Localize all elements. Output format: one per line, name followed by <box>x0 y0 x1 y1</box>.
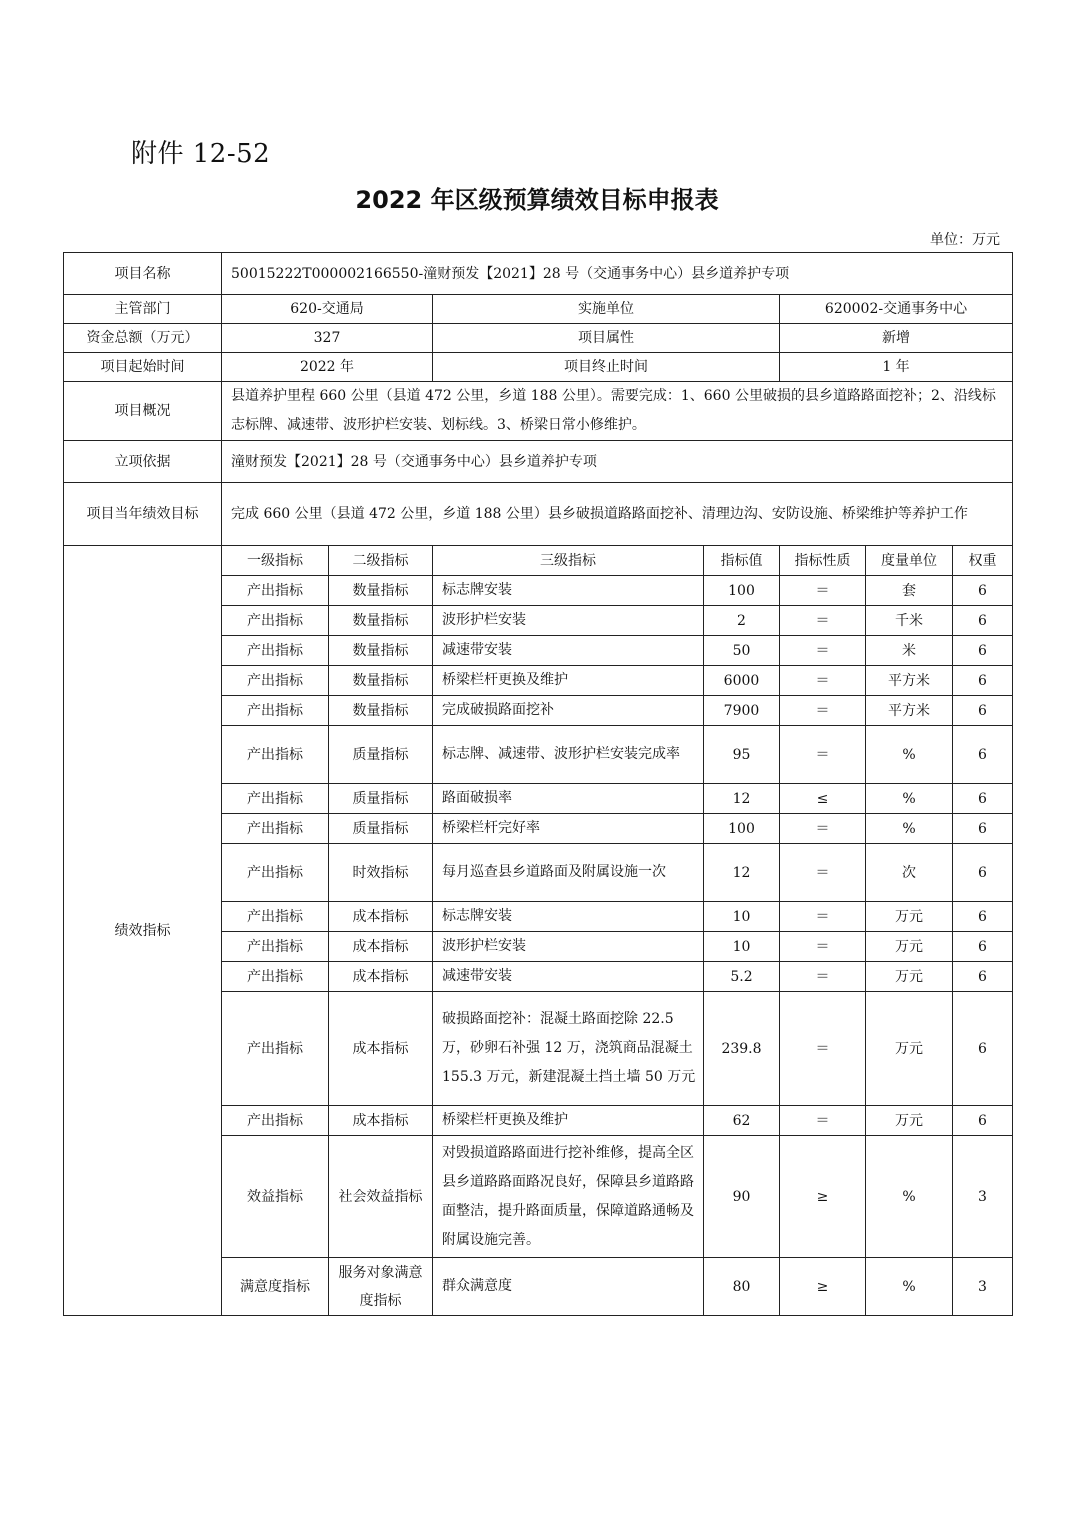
indicator-l2: 数量指标 <box>329 666 433 696</box>
indicator-value: 6000 <box>704 666 780 696</box>
indicator-weight: 6 <box>953 666 1013 696</box>
indicator-l1: 产出指标 <box>222 606 329 636</box>
indicator-l3: 标志牌安装 <box>433 576 704 606</box>
overview-label: 项目概况 <box>64 382 222 441</box>
unit-label: 单位：万元 <box>930 232 1000 248</box>
indicator-value: 12 <box>704 784 780 814</box>
indicator-l3: 路面破损率 <box>433 784 704 814</box>
indicator-nature: ≥ <box>780 1258 866 1316</box>
indicator-weight: 6 <box>953 962 1013 992</box>
indicator-l3: 完成破损路面挖补 <box>433 696 704 726</box>
indicator-unit: 平方米 <box>866 666 953 696</box>
header-weight: 权重 <box>953 546 1013 576</box>
indicator-nature: ＝ <box>780 844 866 902</box>
start-label: 项目起始时间 <box>64 353 222 382</box>
indicator-value: 239.8 <box>704 992 780 1106</box>
indicator-value: 90 <box>704 1136 780 1258</box>
basis-label: 立项依据 <box>64 441 222 483</box>
indicator-value: 10 <box>704 932 780 962</box>
end-value: 1 年 <box>780 353 1013 382</box>
indicator-weight: 6 <box>953 696 1013 726</box>
indicator-l3: 对毁损道路路面进行挖补维修，提高全区县乡道路路面路况良好，保障县乡道路路面整洁，提升路面质量，保障道路通畅及附属设施完善。 <box>433 1136 704 1258</box>
indicator-l1: 产出指标 <box>222 636 329 666</box>
indicator-unit: % <box>866 814 953 844</box>
indicator-nature: ＝ <box>780 636 866 666</box>
header-l3: 三级指标 <box>433 546 704 576</box>
indicator-value: 12 <box>704 844 780 902</box>
indicator-value: 100 <box>704 814 780 844</box>
project-name-value: 50015222T000002166550-潼财预发【2021】28 号（交通事务中心）县乡道养护专项 <box>222 253 1013 295</box>
goal-label: 项目当年绩效目标 <box>64 483 222 546</box>
indicator-l2: 社会效益指标 <box>329 1136 433 1258</box>
indicator-nature: ＝ <box>780 726 866 784</box>
indicator-value: 95 <box>704 726 780 784</box>
indicator-l2: 质量指标 <box>329 814 433 844</box>
indicator-value: 80 <box>704 1258 780 1316</box>
indicator-l2: 服务对象满意度指标 <box>329 1258 433 1316</box>
indicator-unit: 米 <box>866 636 953 666</box>
indicator-l1: 产出指标 <box>222 902 329 932</box>
indicator-unit: 万元 <box>866 992 953 1106</box>
indicator-l3: 破损路面挖补：混凝土路面挖除 22.5 万，砂卵石补强 12 万，浇筑商品混凝土 155.3 万元，新建混凝土挡土墙 50 万元 <box>433 992 704 1106</box>
indicator-l1: 产出指标 <box>222 962 329 992</box>
indicator-weight: 6 <box>953 784 1013 814</box>
indicator-weight: 6 <box>953 636 1013 666</box>
indicator-l2: 数量指标 <box>329 576 433 606</box>
indicator-l2: 时效指标 <box>329 844 433 902</box>
header-l2: 二级指标 <box>329 546 433 576</box>
indicator-l2: 成本指标 <box>329 932 433 962</box>
indicator-nature: ＝ <box>780 962 866 992</box>
indicator-nature: ＝ <box>780 696 866 726</box>
header-unit: 度量单位 <box>866 546 953 576</box>
indicator-l3: 波形护栏安装 <box>433 606 704 636</box>
indicator-l1: 产出指标 <box>222 666 329 696</box>
header-nature: 指标性质 <box>780 546 866 576</box>
indicator-unit: 万元 <box>866 902 953 932</box>
indicator-nature: ＝ <box>780 1106 866 1136</box>
indicator-l1: 产出指标 <box>222 784 329 814</box>
attr-value: 新增 <box>780 324 1013 353</box>
indicator-l1: 产出指标 <box>222 992 329 1106</box>
indicator-l1: 产出指标 <box>222 726 329 784</box>
indicator-l3: 桥梁栏杆完好率 <box>433 814 704 844</box>
indicator-weight: 3 <box>953 1136 1013 1258</box>
start-value: 2022 年 <box>222 353 433 382</box>
indicator-unit: 平方米 <box>866 696 953 726</box>
attr-label: 项目属性 <box>433 324 780 353</box>
indicator-l2: 成本指标 <box>329 902 433 932</box>
indicator-nature: ≥ <box>780 1136 866 1258</box>
indicator-l3: 群众满意度 <box>433 1258 704 1316</box>
indicator-l2: 成本指标 <box>329 992 433 1106</box>
funds-value: 327 <box>222 324 433 353</box>
indicator-l1: 产出指标 <box>222 1106 329 1136</box>
indicator-l3: 标志牌安装 <box>433 902 704 932</box>
indicator-l1: 产出指标 <box>222 814 329 844</box>
indicator-value: 2 <box>704 606 780 636</box>
indicator-unit: 万元 <box>866 932 953 962</box>
indicator-nature: ＝ <box>780 576 866 606</box>
indicator-l2: 数量指标 <box>329 696 433 726</box>
indicator-l3: 波形护栏安装 <box>433 932 704 962</box>
indicator-l2: 质量指标 <box>329 784 433 814</box>
indicator-unit: % <box>866 784 953 814</box>
indicator-l1: 产出指标 <box>222 844 329 902</box>
indicator-l1: 产出指标 <box>222 932 329 962</box>
indicator-l2: 成本指标 <box>329 962 433 992</box>
indicator-l1: 产出指标 <box>222 576 329 606</box>
impl-unit-label: 实施单位 <box>433 295 780 324</box>
indicator-nature: ＝ <box>780 902 866 932</box>
indicator-unit: 次 <box>866 844 953 902</box>
indicator-unit: 千米 <box>866 606 953 636</box>
indicator-weight: 6 <box>953 1106 1013 1136</box>
indicator-l3: 减速带安装 <box>433 636 704 666</box>
goal-value: 完成 660 公里（县道 472 公里，乡道 188 公里）县乡破损道路路面挖补、清理边沟、安防设施、桥梁维护等养护工作 <box>222 483 1013 546</box>
performance-table <box>63 252 1013 1316</box>
attachment-label: 附件 12-52 <box>131 139 271 169</box>
indicator-nature: ＝ <box>780 606 866 636</box>
indicator-value: 10 <box>704 902 780 932</box>
indicator-weight: 6 <box>953 992 1013 1106</box>
indicator-weight: 6 <box>953 576 1013 606</box>
basis-value: 潼财预发【2021】28 号（交通事务中心）县乡道养护专项 <box>222 441 1013 483</box>
indicator-value: 100 <box>704 576 780 606</box>
dept-value: 620-交通局 <box>222 295 433 324</box>
indicator-unit: 万元 <box>866 1106 953 1136</box>
indicator-weight: 6 <box>953 902 1013 932</box>
indicator-nature: ＝ <box>780 666 866 696</box>
indicator-nature: ＝ <box>780 932 866 962</box>
dept-label: 主管部门 <box>64 295 222 324</box>
indicator-unit: 万元 <box>866 962 953 992</box>
funds-label: 资金总额（万元） <box>64 324 222 353</box>
indicator-l3: 标志牌、减速带、波形护栏安装完成率 <box>433 726 704 784</box>
page-title: 2022 年区级预算绩效目标申报表 <box>355 186 719 214</box>
indicator-weight: 6 <box>953 844 1013 902</box>
indicator-l1: 产出指标 <box>222 696 329 726</box>
indicator-l3: 减速带安装 <box>433 962 704 992</box>
indicator-value: 62 <box>704 1106 780 1136</box>
indicator-l2: 成本指标 <box>329 1106 433 1136</box>
indicator-value: 7900 <box>704 696 780 726</box>
indicator-unit: % <box>866 1136 953 1258</box>
indicator-l2: 质量指标 <box>329 726 433 784</box>
indicator-value: 50 <box>704 636 780 666</box>
indicator-weight: 6 <box>953 606 1013 636</box>
indicator-value: 5.2 <box>704 962 780 992</box>
indicator-unit: % <box>866 726 953 784</box>
indicator-l3: 每月巡查县乡道路面及附属设施一次 <box>433 844 704 902</box>
header-l1: 一级指标 <box>222 546 329 576</box>
indicator-unit: % <box>866 1258 953 1316</box>
indicator-weight: 6 <box>953 814 1013 844</box>
indicator-l1: 满意度指标 <box>222 1258 329 1316</box>
perf-section-label: 绩效指标 <box>64 546 222 1316</box>
indicator-weight: 3 <box>953 1258 1013 1316</box>
indicator-unit: 套 <box>866 576 953 606</box>
indicator-l2: 数量指标 <box>329 636 433 666</box>
indicator-l1: 效益指标 <box>222 1136 329 1258</box>
project-name-label: 项目名称 <box>64 253 222 295</box>
indicator-l2: 数量指标 <box>329 606 433 636</box>
impl-unit-value: 620002-交通事务中心 <box>780 295 1013 324</box>
indicator-nature: ＝ <box>780 992 866 1106</box>
overview-value: 县道养护里程 660 公里（县道 472 公里，乡道 188 公里）。需要完成：1、660 公里破损的县乡道路路面挖补；2、沿线标志标牌、减速带、波形护栏安装、划标线。3、桥梁日常小修维护。 <box>222 382 1013 441</box>
indicator-l3: 桥梁栏杆更换及维护 <box>433 1106 704 1136</box>
end-label: 项目终止时间 <box>433 353 780 382</box>
indicator-l3: 桥梁栏杆更换及维护 <box>433 666 704 696</box>
header-value: 指标值 <box>704 546 780 576</box>
indicator-nature: ≤ <box>780 784 866 814</box>
indicator-nature: ＝ <box>780 814 866 844</box>
indicator-weight: 6 <box>953 932 1013 962</box>
indicator-weight: 6 <box>953 726 1013 784</box>
